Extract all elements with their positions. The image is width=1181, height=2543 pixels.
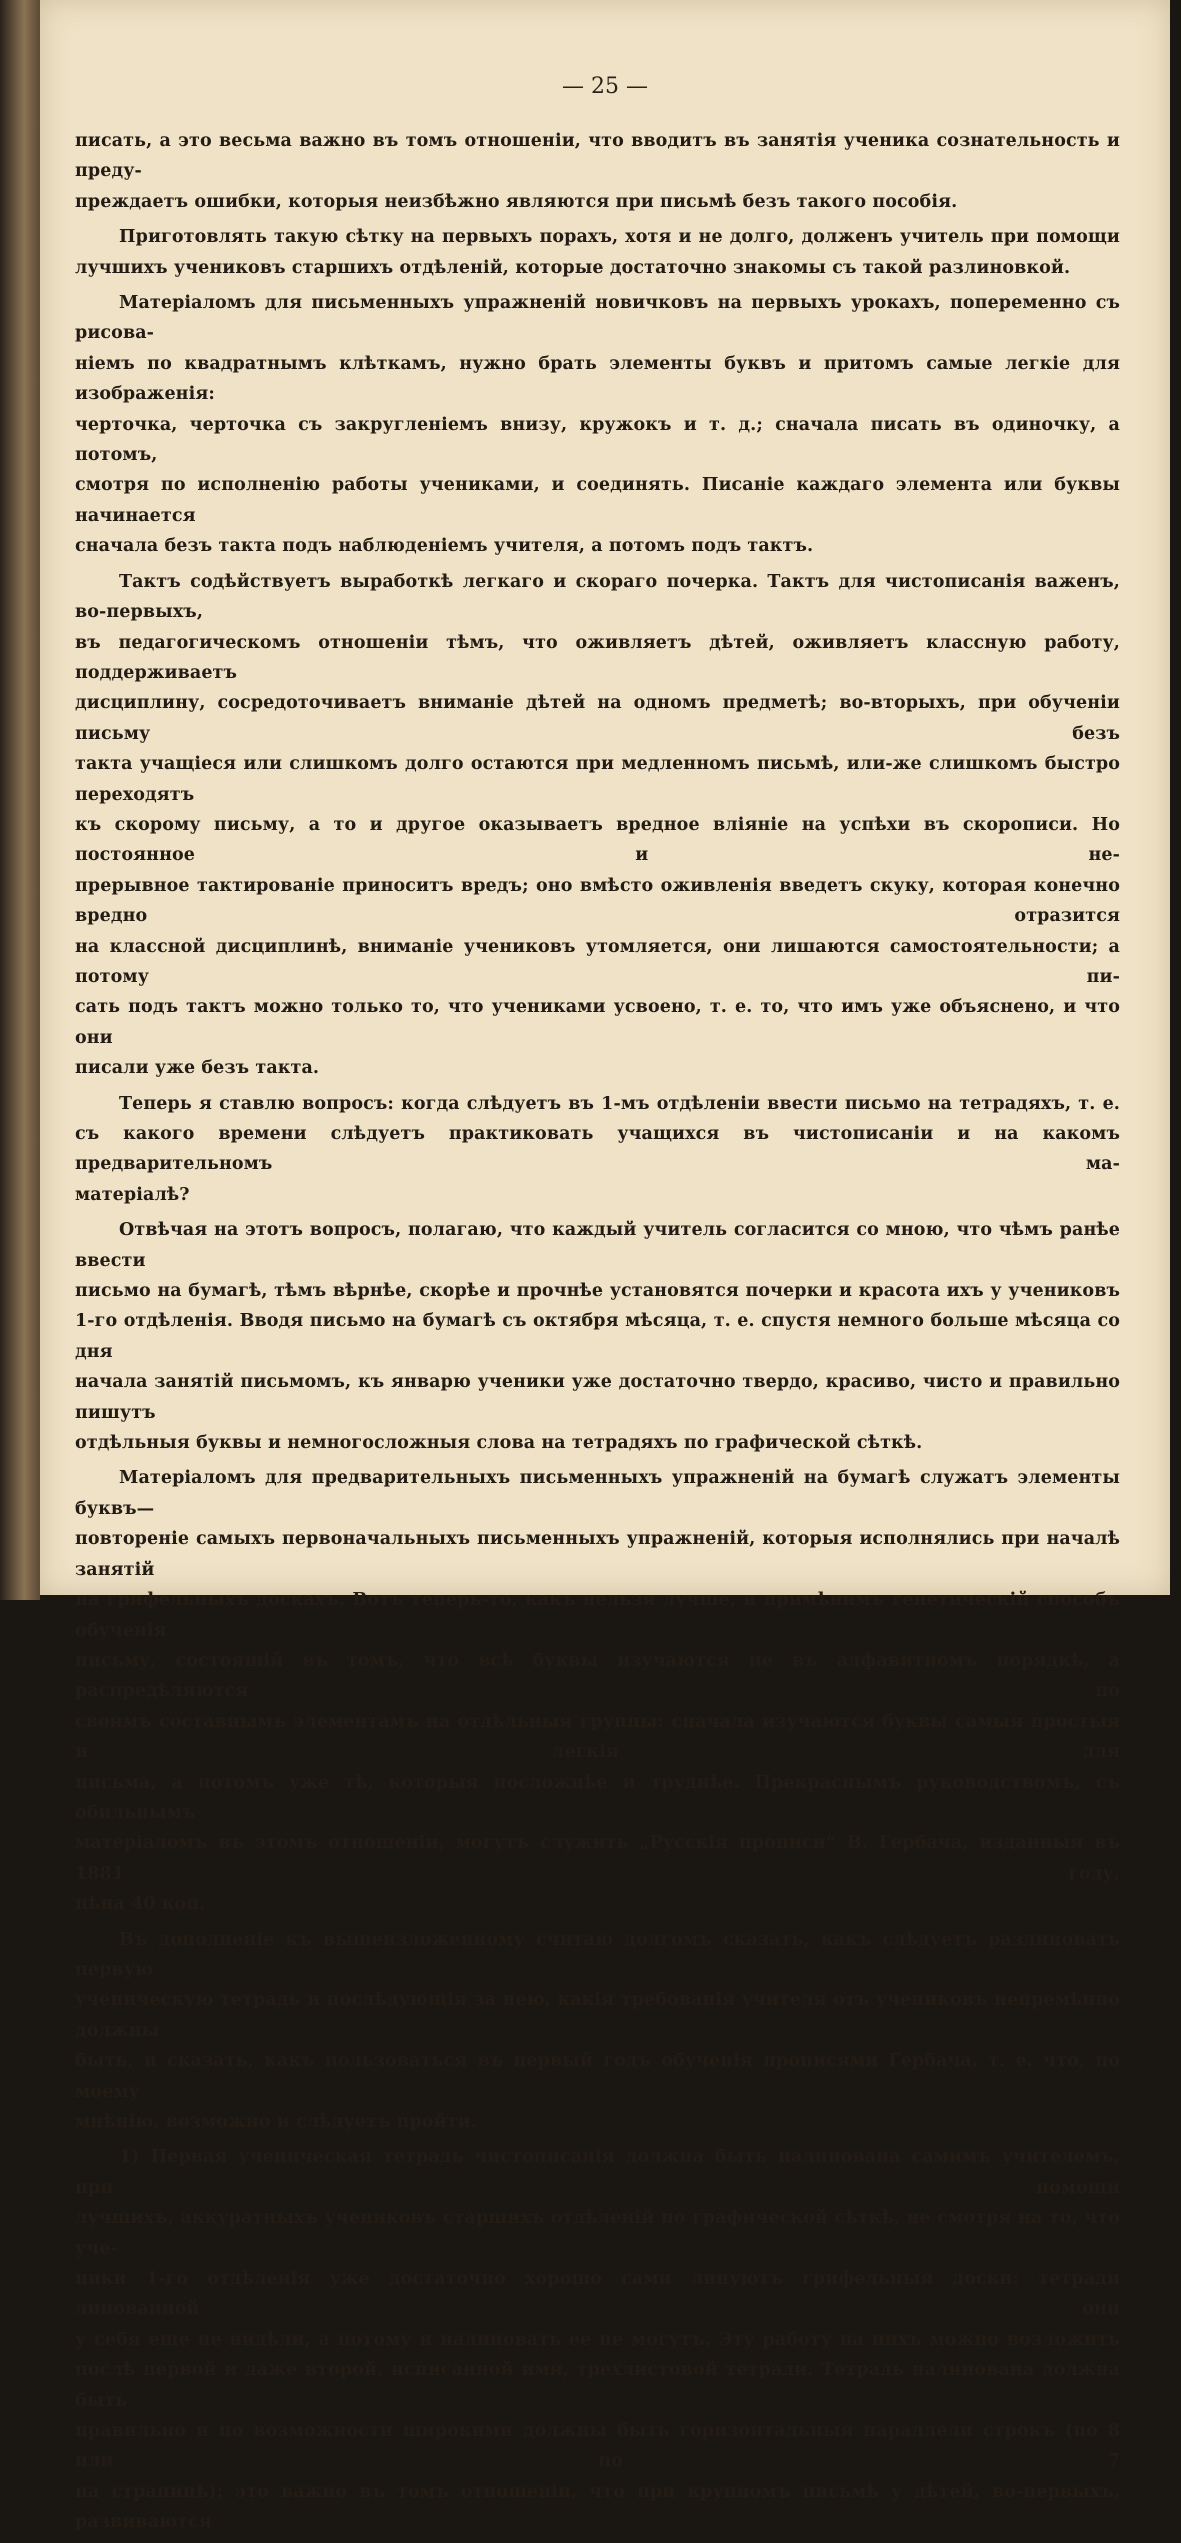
text-line: такта учащіеся или слишкомъ долго остаются при медленномъ письмѣ, или-же слишкомъ быстро переходятъ: [75, 754, 1120, 805]
text-line: послѣ первой и даже второй, исписанной ими, трехлистовой тетради. Тетрадь налинована должна быть: [75, 2360, 1120, 2411]
text-line: въ педагогическомъ отношеніи тѣмъ, что оживляетъ дѣтей, оживляетъ классную работу, поддерживаетъ: [75, 632, 1120, 683]
text-line: на грифельныхъ доскахъ. Вотъ теперь-то, какъ нельзя лучше, и примѣнимъ генетическій способъ обученія: [75, 1590, 1120, 1641]
text-line: ники 1-го отдѣленія уже достаточно хорошо сами линуютъ грифельныя доски: тетради линованной они: [75, 2269, 1120, 2320]
text-line: своимъ составнымъ элементамъ на отдѣльныя группы: сначала изучаются буквы самыя простыя и легкія для: [75, 1711, 1120, 1763]
text-line: ученическую тетрадь и послѣдующія за нею, какія требованія учителя отъ учениковъ непремѣнно должны: [75, 1990, 1120, 2041]
text-line: Отвѣчая на этотъ вопросъ, полагаю, что каждый учитель согласится со мною, что чѣмъ ранѣе ввести: [75, 1220, 1120, 1271]
paragraph: [75, 1925, 1120, 2138]
text-line: черточка, черточка съ закругленіемъ внизу, кружокъ и т. д.; сначала писать въ одиночку, а потомъ,: [75, 414, 1120, 466]
left-page-edge: [0, 0, 40, 1600]
text-line: на классной дисциплинѣ, вниманіе учениковъ утомляется, они лишаются самостоятельности; а потому пи-: [75, 936, 1120, 987]
text-line: отдѣльныя буквы и немногосложныя слова на тетрадяхъ по графической сѣткѣ.: [75, 1433, 923, 1454]
paragraph: [75, 126, 1120, 217]
text-line: къ скорому письму, а то и другое оказываетъ вредное вліяніе на успѣхи въ скорописи. Но постоянное и не-: [75, 814, 1120, 866]
text-line: матеріалѣ?: [75, 1184, 190, 1205]
text-line: 1-го отдѣленія. Вводя письмо на бумагѣ съ октября мѣсяца, т. е. спустя немного больше мѣсяца со дня: [75, 1311, 1120, 1362]
text-line: ніемъ по квадратнымъ клѣткамъ, нужно брать элементы буквъ и притомъ самые легкіе для изображенія:: [75, 353, 1120, 405]
text-line: лучшихъ, аккуратныхъ учениковъ старшихъ отдѣленій по графической сѣткѣ, не смотря на то, что уче-: [75, 2208, 1120, 2259]
paragraph: [75, 567, 1120, 1084]
text-line: Матеріаломъ для письменныхъ упражненій новичковъ на первыхъ урокахъ, попеременно съ рисова-: [75, 293, 1120, 344]
paragraph: [75, 1215, 1120, 1458]
page-number: — 25 —: [562, 74, 648, 99]
text-line: мнѣнію, возможно и слѣдуетъ пройти.: [75, 2112, 477, 2132]
text-line: письмо на бумагѣ, тѣмъ вѣрнѣе, скорѣе и прочнѣе установятся почерки и красота ихъ у учениковъ: [75, 1281, 1120, 1302]
text-line: повтореніе самыхъ первоначальныхъ письменныхъ упражненій, которыя исполнялись при началѣ занятій: [75, 1529, 1120, 1580]
text-line: быть, и сказать, какъ пользоваться въ первый годъ обученія прописями Гербача, т. е. что, по моему: [75, 2051, 1120, 2102]
text-line: Тактъ содѣйствуетъ выработкѣ легкаго и скораго почерка. Тактъ для чистописанія важенъ, во-первыхъ,: [75, 571, 1120, 623]
paragraph: [75, 222, 1120, 283]
text-line: у себя еще не видѣли, а потому и налиновать ее не могутъ. Эту работу на нихъ можно возложить: [75, 2329, 1120, 2350]
paragraph: [75, 1089, 1120, 1211]
page-text: [75, 126, 1120, 2543]
text-line: письма, а потомъ уже тѣ, которыя посложнѣе и труднѣе. Прекраснымъ руководствомъ, съ обильнымъ: [75, 1772, 1120, 1823]
text-line: лучшихъ учениковъ старшихъ отдѣленій, которые достаточно знакомы съ такой разлиновкой.: [75, 257, 1071, 278]
text-line: сначала безъ такта подъ наблюденіемъ учителя, а потомъ подъ тактъ.: [75, 536, 814, 557]
text-line: сать подъ тактъ можно только то, что учениками усвоено, т. е. то, что имъ уже объяснено, и что они: [75, 997, 1120, 1048]
text-line: на страницѣ); это важно въ томъ отношеніи, что при крупномъ письмѣ у дѣтей, во-первыхъ, развиваются: [75, 2481, 1120, 2533]
paragraph: [75, 1463, 1120, 1919]
text-line: съ какого времени слѣдуетъ практиковать учащихся въ чистописаніи и на какомъ предварительномъ ма-: [75, 1124, 1120, 1175]
book-page: [40, 0, 1170, 2533]
text-line: письму, состоящій въ томъ, что всѣ буквы изучаются не въ алфавитномъ порядкѣ, а распредѣляются по: [75, 1650, 1120, 1702]
text-line: цѣна 40 коп.: [75, 1894, 206, 1915]
paragraph: [75, 2142, 1120, 2537]
paragraph: [75, 288, 1120, 562]
text-line: начала занятій письмомъ, къ январю ученики уже достаточно твердо, красиво, чисто и правильно пишутъ: [75, 1372, 1120, 1423]
text-line: смотря по исполненію работы учениками, и соединять. Писаніе каждаго элемента или буквы начинается: [75, 475, 1120, 526]
text-line: правильно и по возможности широкими должны быть горизонтальныя параллели строкъ (по 8 или по 7: [75, 2421, 1120, 2472]
text-line: дисциплину, сосредоточиваетъ вниманіе дѣтей на одномъ предметѣ; во-вторыхъ, при обученіи письму безъ: [75, 693, 1120, 744]
text-line: Приготовлять такую сѣтку на первыхъ порахъ, хотя и не долго, долженъ учитель при помощи: [119, 227, 1120, 248]
text-line: 1) Первая ученическая тетрадь чистописанія должна быть налинована самимъ учителемъ, при помощи: [75, 2147, 1120, 2198]
text-line: Матеріаломъ для предварительныхъ письменныхъ упражненій на бумагѣ служатъ элементы буквъ—: [75, 1468, 1120, 1519]
text-line: матеріаломъ въ этомъ отношеніи, могутъ служить „Русскія прописи“ В. Гербача, изданныя въ 1881 году,: [75, 1833, 1120, 1884]
text-line: Теперь я ставлю вопросъ: когда слѣдуетъ въ 1-мъ отдѣленіи ввести письмо на тетрадяхъ, т. е.: [119, 1093, 1120, 1114]
text-line: преждаетъ ошибки, которыя неизбѣжно являются при письмѣ безъ такого пособія.: [75, 191, 958, 212]
text-line: писали уже безъ такта.: [75, 1058, 320, 1079]
text-line: писать, а это весьма важно въ томъ отношеніи, что вводитъ въ занятія ученика сознательность и преду-: [75, 131, 1120, 182]
text-line: Въ дополненіе къ вышеизложенному считаю долгомъ сказать, какъ слѣдуетъ разлиновать первую: [75, 1929, 1120, 1980]
text-line: прерывное тактированіе приноситъ вредъ; оно вмѣсто оживленія введетъ скуку, которая конечно вредно отразится: [75, 875, 1120, 927]
